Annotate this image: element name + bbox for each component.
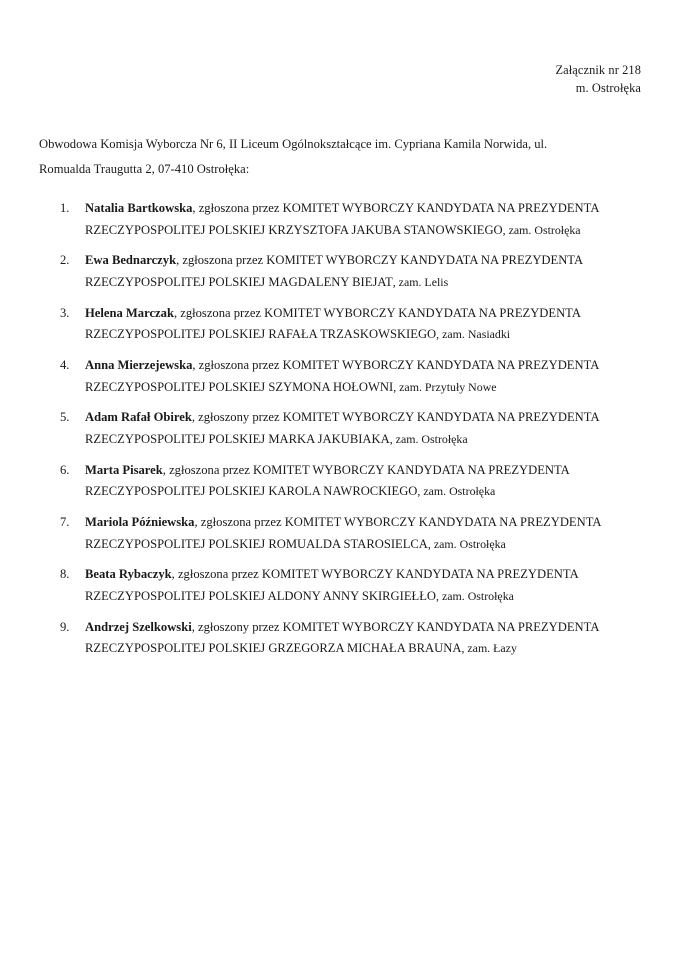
candidate-residence: , zam. Ostrołęka: [502, 222, 581, 237]
candidate-nomination-phrase: , zgłoszony przez: [191, 410, 283, 425]
candidate-residence: , zam. Łazy: [461, 641, 517, 656]
candidate-nomination-phrase: , zgłoszona przez: [192, 201, 283, 215]
list-item-number: 7.: [60, 514, 70, 529]
document-header: [555, 62, 641, 97]
candidate-committee: KOMITET WYBORCZY KANDYDATA NA PREZYDENTA RZECZYPOSPOLITEJ POLSKIEJ SZYMONA HOŁOWNI: [85, 357, 599, 394]
candidate-committee: KOMITET WYBORCZY KANDYDATA NA PREZYDENTA RZECZYPOSPOLITEJ POLSKIEJ KRZYSZTOFA JAKUBA STANOWSKIEGO: [85, 201, 599, 237]
candidate-committee: KOMITET WYBORCZY KANDYDATA NA PREZYDENTA RZECZYPOSPOLITEJ POLSKIEJ ALDONY ANNY SKIRGIEŁŁO: [85, 567, 578, 603]
candidate-committee: KOMITET WYBORCZY KANDYDATA NA PREZYDENTA RZECZYPOSPOLITEJ POLSKIEJ ROMUALDA STAROSIELCA: [85, 514, 601, 551]
list-item-number: 5.: [60, 410, 70, 425]
candidate-name: Ewa Bednarczyk: [85, 253, 177, 268]
list-item-number: 9.: [60, 619, 70, 634]
candidate-residence: , zam. Ostrołęka: [417, 484, 496, 499]
list-item-number: 8.: [60, 567, 70, 582]
candidate-residence: , zam. Przytuły Nowe: [393, 379, 497, 394]
candidate-name: Anna Mierzejewska: [85, 357, 193, 372]
candidate-committee: KOMITET WYBORCZY KANDYDATA NA PREZYDENTA RZECZYPOSPOLITEJ POLSKIEJ GRZEGORZA MICHAŁA BRAUNA: [85, 619, 599, 656]
candidate-committee: KOMITET WYBORCZY KANDYDATA NA PREZYDENTA RZECZYPOSPOLITEJ POLSKIEJ RAFAŁA TRZASKOWSKIEGO: [85, 305, 581, 342]
list-item-number: 3.: [60, 305, 70, 320]
attachment-number: Załącznik nr 218: [555, 63, 641, 77]
candidate-name: Natalia Bartkowska: [85, 201, 193, 215]
list-item-number: 1.: [60, 201, 70, 215]
candidate-residence: , zam. Lelis: [392, 274, 449, 289]
candidate-residence: , zam. Ostrołęka: [389, 431, 468, 446]
commission-intro-paragraph: Obwodowa Komisja Wyborcza Nr 6, II Liceum Ogólnokształcące im. Cypriana Kamila Norwida, ul. Romualda Traugutta 2, 07-410 Ostrołęka:: [39, 136, 548, 176]
candidate-name: Beata Rybaczyk: [85, 567, 172, 582]
candidate-name: Marta Pisarek: [85, 462, 163, 477]
candidate-nomination-phrase: , zgłoszona przez: [192, 357, 283, 372]
list-item-number: 6.: [60, 462, 70, 477]
list-item: [39, 407, 649, 450]
candidate-nomination-phrase: , zgłoszona przez: [171, 567, 262, 582]
list-item: [39, 460, 649, 503]
list-item-number: 2.: [60, 253, 70, 268]
list-item: [39, 250, 649, 293]
municipality-name: m. Ostrołęka: [575, 80, 641, 95]
candidate-committee: KOMITET WYBORCZY KANDYDATA NA PREZYDENTA RZECZYPOSPOLITEJ POLSKIEJ MAGDALENY BIEJAT: [85, 253, 583, 289]
candidate-residence: , zam. Ostrołęka: [427, 536, 506, 551]
list-item: [39, 303, 649, 346]
list-item: [39, 198, 649, 241]
candidate-name: Mariola Późniewska: [85, 514, 195, 529]
candidate-list: [39, 198, 649, 669]
candidate-residence: , zam. Ostrołęka: [436, 588, 514, 603]
candidate-nomination-phrase: , zgłoszony przez: [191, 619, 283, 634]
list-item-number: 4.: [60, 357, 70, 372]
candidate-committee: KOMITET WYBORCZY KANDYDATA NA PREZYDENTA RZECZYPOSPOLITEJ POLSKIEJ KAROLA NAWROCKIEGO: [85, 462, 570, 499]
list-item: [39, 564, 649, 607]
candidate-residence: , zam. Nasiadki: [436, 327, 511, 342]
candidate-name: Adam Rafał Obirek: [85, 410, 192, 425]
candidate-nomination-phrase: , zgłoszona przez: [176, 253, 267, 268]
list-item: [39, 355, 649, 398]
candidate-nomination-phrase: , zgłoszona przez: [162, 462, 253, 477]
list-item: [39, 512, 649, 555]
candidate-name: Helena Marczak: [85, 305, 174, 320]
candidate-name: Andrzej Szelkowski: [85, 619, 192, 634]
candidate-nomination-phrase: , zgłoszona przez: [194, 514, 285, 529]
candidate-nomination-phrase: , zgłoszona przez: [173, 305, 265, 320]
candidate-committee: KOMITET WYBORCZY KANDYDATA NA PREZYDENTA RZECZYPOSPOLITEJ POLSKIEJ MARKA JAKUBIAKA: [85, 410, 599, 446]
list-item: [39, 617, 649, 660]
